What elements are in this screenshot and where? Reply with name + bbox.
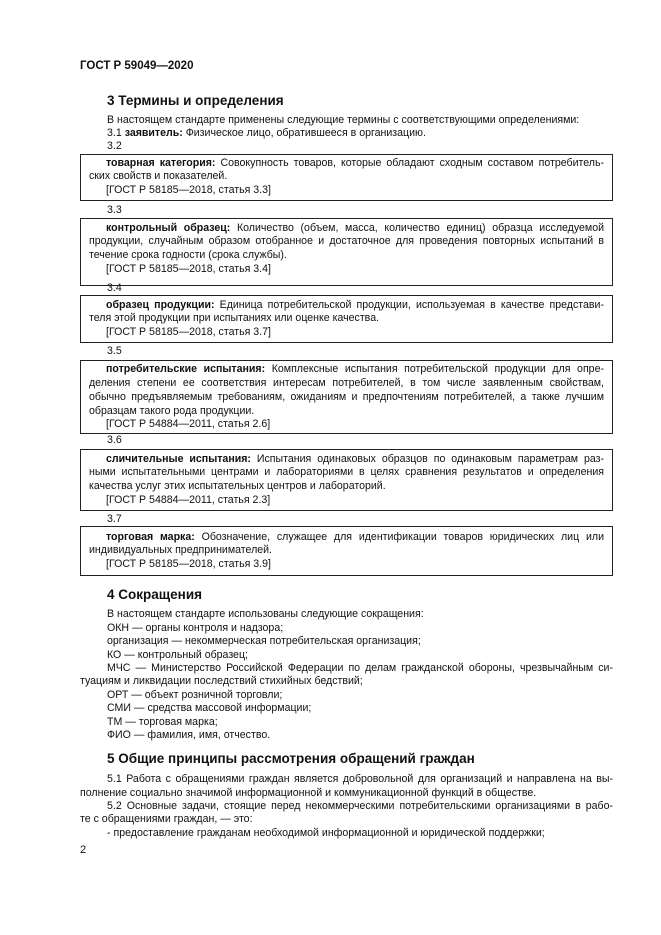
term-name: потребительские испытания: [106, 363, 266, 375]
term-number-3-6: 3.6 [107, 434, 122, 446]
term-name: образец продукции: [106, 299, 215, 311]
abbrev-item: ФИО — фамилия, имя, отчество. [107, 729, 271, 741]
list-item-dash: - предоставление гражданам необходимой информационной и юридической поддержки; [107, 827, 545, 839]
abbrev-intro: В настоящем стандарте использованы следующие сокращения: [107, 608, 424, 620]
term-line: образец продукции: Единица потребительской продукции, используемая в качестве представи- [106, 299, 604, 311]
term-box-3-5 [80, 360, 613, 434]
term-line: потребительские испытания: Комплексные испытания потребительской продукции для опре- [106, 363, 604, 375]
term-name: товарная категория: [106, 157, 216, 169]
term-name: торговая марка: [106, 531, 195, 543]
term-reference: [ГОСТ Р 54884—2011, статья 2.6] [106, 418, 271, 430]
section-3-title: 3 Термины и определения [107, 93, 284, 108]
term-line: ными испытательными центрами и лабораториями в целях сравнения результатов и определения [89, 466, 604, 478]
term-line: течение срока годности (срока службы). [89, 249, 287, 261]
term-line: продукции, случайным образом отобранное и достаточное для проведения повторных испытаний в [89, 235, 604, 247]
abbrev-item: ОКН — органы контроля и надзора; [107, 622, 284, 634]
section-5-title: 5 Общие принципы рассмотрения обращений граждан [107, 751, 475, 766]
term-reference: [ГОСТ Р 54884—2011, статья 2.3] [106, 494, 271, 506]
term-number-3-3: 3.3 [107, 204, 122, 216]
abbrev-item: КО — контрольный образец; [107, 649, 248, 661]
term-number-3-7: 3.7 [107, 513, 122, 525]
page-number: 2 [80, 844, 87, 856]
term-line: индивидуальных предпринимателей. [89, 544, 273, 556]
term-line: сличительные испытания: Испытания одинаковых образцов по одинаковым параметрам раз- [106, 453, 605, 465]
term-reference: [ГОСТ Р 58185—2018, статья 3.7] [106, 326, 271, 338]
paragraph-5-1: 5.1 Работа с обращениями граждан является добровольной для организаций и направлена на вы- [107, 773, 613, 785]
term-line: торговая марка: Обозначение, служащее для идентификации товаров юридических лиц или [106, 531, 604, 543]
term-reference: [ГОСТ Р 58185—2018, статья 3.9] [106, 558, 271, 570]
term-line: контрольный образец: Количество (объем, масса, количество единиц) образца исследуемой [106, 222, 605, 234]
term-reference: [ГОСТ Р 58185—2018, статья 3.4] [106, 263, 271, 275]
term-name: контрольный образец: [106, 222, 231, 234]
abbrev-item: МЧС — Министерство Российской Федерации по делам гражданской обороны, чрезвычайным си- [107, 662, 613, 674]
term-box-3-2 [80, 154, 613, 201]
abbrev-item: организация — некоммерческая потребительская организация; [107, 635, 421, 647]
abbrev-item: ТМ — торговая марка; [107, 716, 218, 728]
term-definition: Физическое лицо, обратившееся в организацию. [182, 127, 426, 139]
term-name: сличительные испытания: [106, 453, 251, 465]
term-line: обычно предъявляемым требованиям, ожиданиям и предпочтениям потребителей, а также лучшим [89, 391, 604, 403]
paragraph-5-1-continuation: полнение социально значимой информационной и коммуникационной функций в обществе. [80, 787, 537, 799]
term-number-3-5: 3.5 [107, 345, 122, 357]
term-line: товарная категория: Совокупность товаров, которые обладают сходным составом потребитель- [106, 157, 604, 169]
term-box-3-4 [80, 295, 613, 343]
term-line: образцам такого рода продукции. [89, 405, 255, 417]
section-4-title: 4 Сокращения [107, 587, 202, 602]
abbrev-item: ОРТ — объект розничной торговли; [107, 689, 283, 701]
abbrev-item: СМИ — средства массовой информации; [107, 702, 312, 714]
term-3-1 [107, 127, 426, 141]
term-number-3-2: 3.2 [107, 140, 122, 152]
term-line: деления степени ее соответствия интересам потребителей, в том числе заявленным свойствам, [89, 377, 604, 389]
term-box-3-6 [80, 449, 613, 511]
term-line: качества услуг этих испытательных центров и лабораторий. [89, 480, 386, 492]
abbrev-item-continuation: туациям и ликвидации последствий стихийных бедствий; [80, 675, 363, 687]
term-reference: [ГОСТ Р 58185—2018, статья 3.3] [106, 184, 271, 196]
term-name: заявитель: [124, 127, 183, 139]
section-3-intro: В настоящем стандарте применены следующие термины с соответствующими определениями: [107, 114, 580, 126]
paragraph-5-2-continuation: те с обращениями граждан, — это: [80, 813, 253, 825]
document-header: ГОСТ Р 59049—2020 [80, 60, 194, 72]
term-number-3-4: 3.4 [107, 282, 122, 294]
paragraph-5-2: 5.2 Основные задачи, стоящие перед некоммерческими потребительскими организациями в рабо- [107, 800, 613, 812]
term-box-3-3 [80, 218, 613, 286]
term-line: теля этой продукции при испытаниях или оценке качества. [89, 312, 380, 324]
term-number: 3.1 [107, 127, 122, 139]
term-line: ских свойств и показателей. [89, 170, 228, 182]
term-box-3-7 [80, 526, 613, 576]
